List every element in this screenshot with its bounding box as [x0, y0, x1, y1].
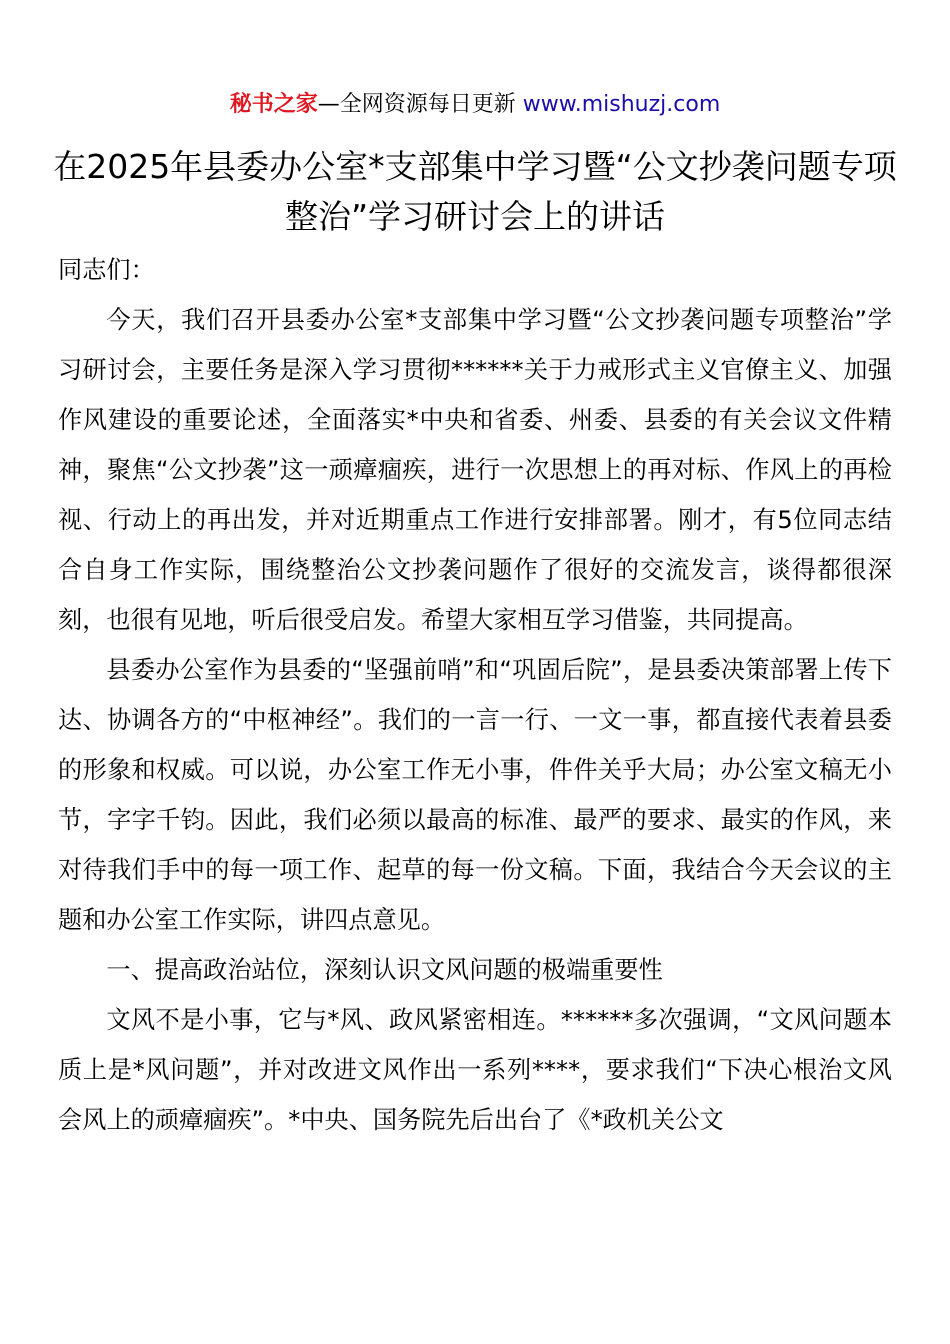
header-tagline: —全网资源每日更新: [317, 92, 523, 117]
site-url-link[interactable]: www.mishuzj.com: [522, 92, 721, 117]
section-heading-1: 一、提高政治站位，深刻认识文风问题的极端重要性: [106, 956, 663, 984]
brand-name: 秘书之家: [229, 92, 318, 117]
paragraph-2: 县委办公室作为县委的“坚强前哨”和“巩固后院”，是县委决策部署上传下达、协调各方的“中枢神经”。我们的一言一行、一文一事，都直接代表着县委的形象和权威。可以说，办公室工作无小事，件件关乎大局；办公室文稿无小节，字字千钧。因此，我们必须以最高的标准、最严的要求、最实的作风，来对待我们手中的每一项工作、起草的每一份文稿。下面，我结合今天会议的主题和办公室工作实际，讲四点意见。: [58, 656, 892, 934]
paragraph-3: 文风不是小事，它与*风、政风紧密相连。******多次强调，“文风问题本质上是*风问题”，并对改进文风作出一系列****，要求我们“下决心根治文风会风上的顽瘴痼疾”。*中央、国务院先后出台了《*政机关公文: [58, 1006, 892, 1134]
document-title: 在2025年县委办公室*支部集中学习暨“公文抄袭问题专项整治”学习研讨会上的讲话: [53, 147, 897, 236]
site-header: [0, 88, 950, 122]
paragraph-1: 今天，我们召开县委办公室*支部集中学习暨“公文抄袭问题专项整治”学习研讨会，主要任务是深入学习贯彻******关于力戒形式主义官僚主义、加强作风建设的重要论述，全面落实*中央和省委、州委、县委的有关会议文件精神，聚焦“公文抄袭”这一顽瘴痼疾，进行一次思想上的再对标、作风上的再检视、行动上的再出发，并对近期重点工作进行安排部署。刚才，有5位同志结合自身工作实际，围绕整治公文抄袭问题作了很好的交流发言，谈得都很深刻，也很有见地，听后很受启发。希望大家相互学习借鉴，共同提高。: [58, 306, 892, 634]
salutation: 同志们：: [58, 256, 155, 284]
document-body: [58, 245, 892, 1145]
